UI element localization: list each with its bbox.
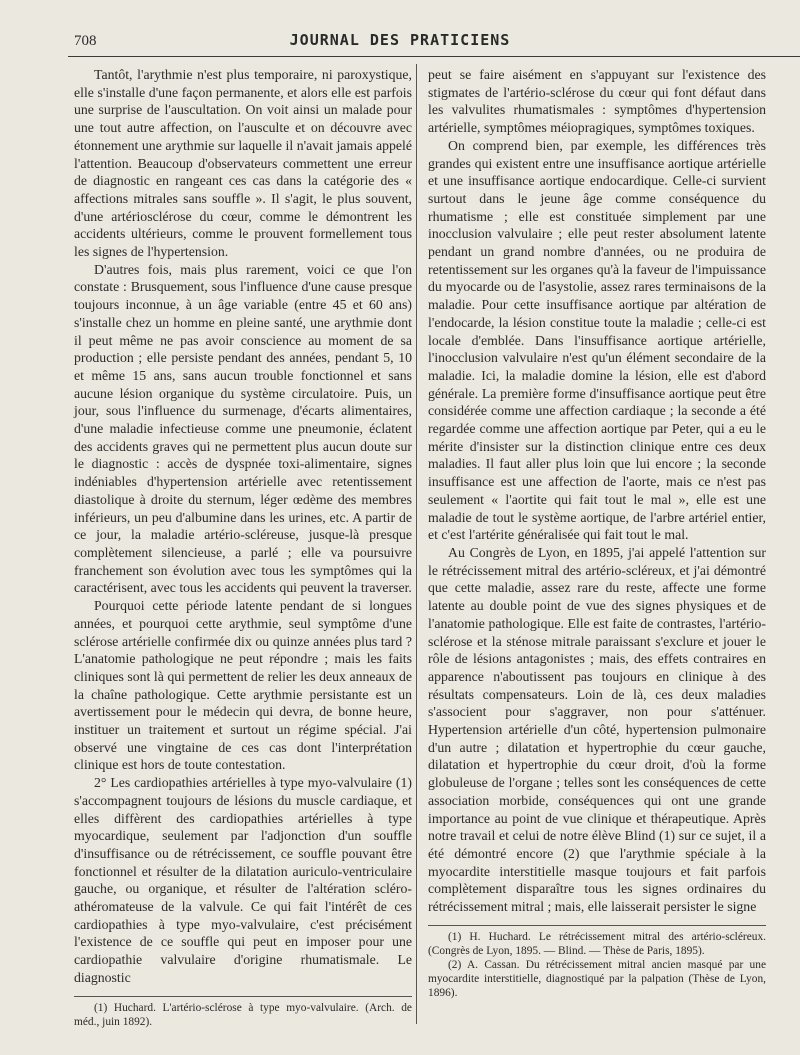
- paragraph: On comprend bien, par exemple, les différences très grandes qui existent entre une insuffisance aortique artérielle et une insuffisance aortique endocardique. Celle-ci survient surtout dans le jeune âge comme conséquence du rhumatisme ; elle est constituée simplement par une inocclusion valvulaire ; elle peut rester absolument latente pendant un grand nombre d'années, ou ne produira de retentissement sur les organes qu'à la faveur de l'impuissance du myocarde ou de l'asystolie, assez rares terminaisons de la maladie. Pour cette insuffisance aortique par altération de l'endocarde, la lésion constitue toute la maladie ; celle-ci est locale d'emblée. Dans l'insuffisance aortique artérielle, l'inocclusion valvulaire n'est qu'un élément secondaire de la maladie. Ici, la maladie domine la lésion, elle est d'abord générale. La première forme d'insuffisance aortique peut être considérée comme une affection cardiaque ; la seconde a été regardée comme une affection aortique par Peter, qui a eu le mérite d'insister sur la distinction clinique entre ces deux maladies. Il faut aller plus loin que lui encore ; la seconde insuffisance est une affection de l'aorte, mais ce n'est pas seulement « l'aortite qui fait tout le mal », elle est une maladie de tout le système aortique, de l'arbre artériel entier, et c'est l'artérite généralisée qui fait tout le mal.: [428, 137, 766, 543]
- page-header: [0, 0, 800, 60]
- paragraph: peut se faire aisément en s'appuyant sur l'existence des stigmates de l'artério-sclérose du cœur qui font défaut dans les valvulites rhumatismales : symptômes d'hypertension artérielle, symptômes méiopragiques, symptômes toxiques.: [428, 67, 766, 136]
- header-rule: [68, 56, 800, 57]
- footnote: (1) Huchard. L'artério-sclérose à type myo-valvulaire. (Arch. de méd., juin 1892).: [74, 1001, 412, 1028]
- right-column: [428, 66, 766, 1000]
- column-divider: [416, 64, 417, 1024]
- footnote-rule: [428, 925, 766, 926]
- paragraph: 2° Les cardiopathies artérielles à type myo-valvulaire (1) s'accompagnent toujours de lésions du muscle cardiaque, et elles diffèrent des cardiopathies artérielles à type myocardique, seulement par l'adjonction d'un souffle d'insuffisance ou de rétrécissement, ce souffle pouvant être fonctionnel et résulter de la dilatation auriculo-ventriculaire gauche, ou organique, et résulter de l'altération scléro-athéromateuse de la valvule. Ce qui fait l'intérêt de ces cardiopathies à type myo-valvulaire, c'est précisément l'existence de ce souffle qui peut en imposer pour une cardiopathie valvulaire d'origine rhumatismale. Le diagnostic: [74, 775, 412, 985]
- footnote: (2) A. Cassan. Du rétrécissement mitral ancien masqué par une myocardite interstitielle, diagnostiqué par la palpation (Thèse de Lyon, 1896).: [428, 958, 766, 999]
- paragraph: Au Congrès de Lyon, en 1895, j'ai appelé l'attention sur le rétrécissement mitral des artério-scléreux, et j'ai démontré que cette maladie, assez rare du reste, affecte une forme latente au double point de vue des signes physiques et de l'anatomie pathologique. Elle est faite de contrastes, l'artério-sclérose et la sténose mitrale paraissant s'exclure et jouer le rôle de lésions antagonistes ; mais, des effets contraires en apparence n'aboutissent pas toujours en clinique à des résultats compensateurs. Loin de là, ces deux maladies s'associent pour s'aggraver, non pour s'atténuer. Hypertension artérielle d'un côté, hypertension pulmonaire d'un autre ; dilatation et hypertrophie du cœur gauche, dilatation et hypertrophie du cœur droit, d'où la forme globuleuse de l'organe ; telles sont les conséquences de cette association morbide, conséquences qui ont une grande importance au point de vue clinique et thérapeutique. Après notre travail et celui de notre élève Blind (1) sur ce sujet, il a été démontré encore (2) que l'arythmie spéciale à la myocardite interstitielle masque toujours et fait parfois complètement disparaître tous les signes ordinaires du rétrécissement mitral ; mais, elle laisserait persister le signe: [428, 544, 766, 915]
- paragraph: Pourquoi cette période latente pendant de si longues années, et pourquoi cette arythmie, seul symptôme d'une sclérose artérielle confirmée dix ou quinze années plus tard ? L'anatomie pathologique ne peut répondre ; mais les faits cliniques sont là qui permettent de relier les deux anneaux de la chaîne pathologique. Cette arythmie persistante est un avertissement pour le médecin qui devra, de bonne heure, instituer un traitement et surtout un régime spécial. J'ai observé une vingtaine de ces cas dont l'interprétation clinique est hors de toute contestation.: [74, 598, 412, 773]
- footnote-rule: [74, 996, 412, 997]
- paragraph: D'autres fois, mais plus rarement, voici ce que l'on constate : Brusquement, sous l'influence d'une cause presque toujours inconnue, à un âge variable (entre 45 et 60 ans) s'installe chez un homme en pleine santé, une arythmie dont il peut même ne pas avoir conscience au moment de sa production ; elle persiste pendant des années, pendant 5, 10 et même 15 ans, sans aucun trouble fonctionnel et sans aucune lésion organique du système circulatoire. Puis, un jour, sous l'influence du surmenage, d'écarts alimentaires, d'une maladie infectieuse comme une pneumonie, éclatent des accidents graves qui ne permettent plus aucun doute sur le diagnostic : accès de dyspnée toxi-alimentaire, signes indéniables d'hypertension artérielle avec retentissement diastolique à droite du sternum, léger œdème des membres inférieurs, un peu d'albumine dans les urines, etc. A partir de ce jour, la maladie artério-scléreuse, jusque-là presque complètement silencieuse, a parlé ; elle va poursuivre franchement son évolution avec tous les symptômes qui la caractérisent, avec tous les accidents qui peuvent la traverser.: [74, 261, 412, 596]
- page-number: 708: [74, 33, 97, 49]
- paragraph: Tantôt, l'arythmie n'est plus temporaire, ni paroxystique, elle s'installe d'une façon permanente, et alors elle est parfois une surprise de l'auscultation. On voit ainsi un malade pour une tout autre affection, on l'ausculte et on découvre avec étonnement une arythmie sur laquelle il n'avait jamais appelé l'attention. Beaucoup d'observateurs commettent une erreur de diagnostic en rangeant ces cas dans la catégorie des « affections mitrales sans souffle ». Il s'agit, le plus souvent, d'une artériosclérose du cœur, comme le démontrent les accidents ultérieurs, comme le prouvent formellement tous les signes de l'hypertension.: [74, 67, 412, 260]
- footnote: (1) H. Huchard. Le rétrécissement mitral des artério-scléreux. (Congrès de Lyon, 1895. — Blind. — Thèse de Paris, 1895).: [428, 930, 766, 957]
- left-column: [74, 66, 412, 1029]
- journal-title: JOURNAL DES PRATICIENS: [289, 31, 511, 49]
